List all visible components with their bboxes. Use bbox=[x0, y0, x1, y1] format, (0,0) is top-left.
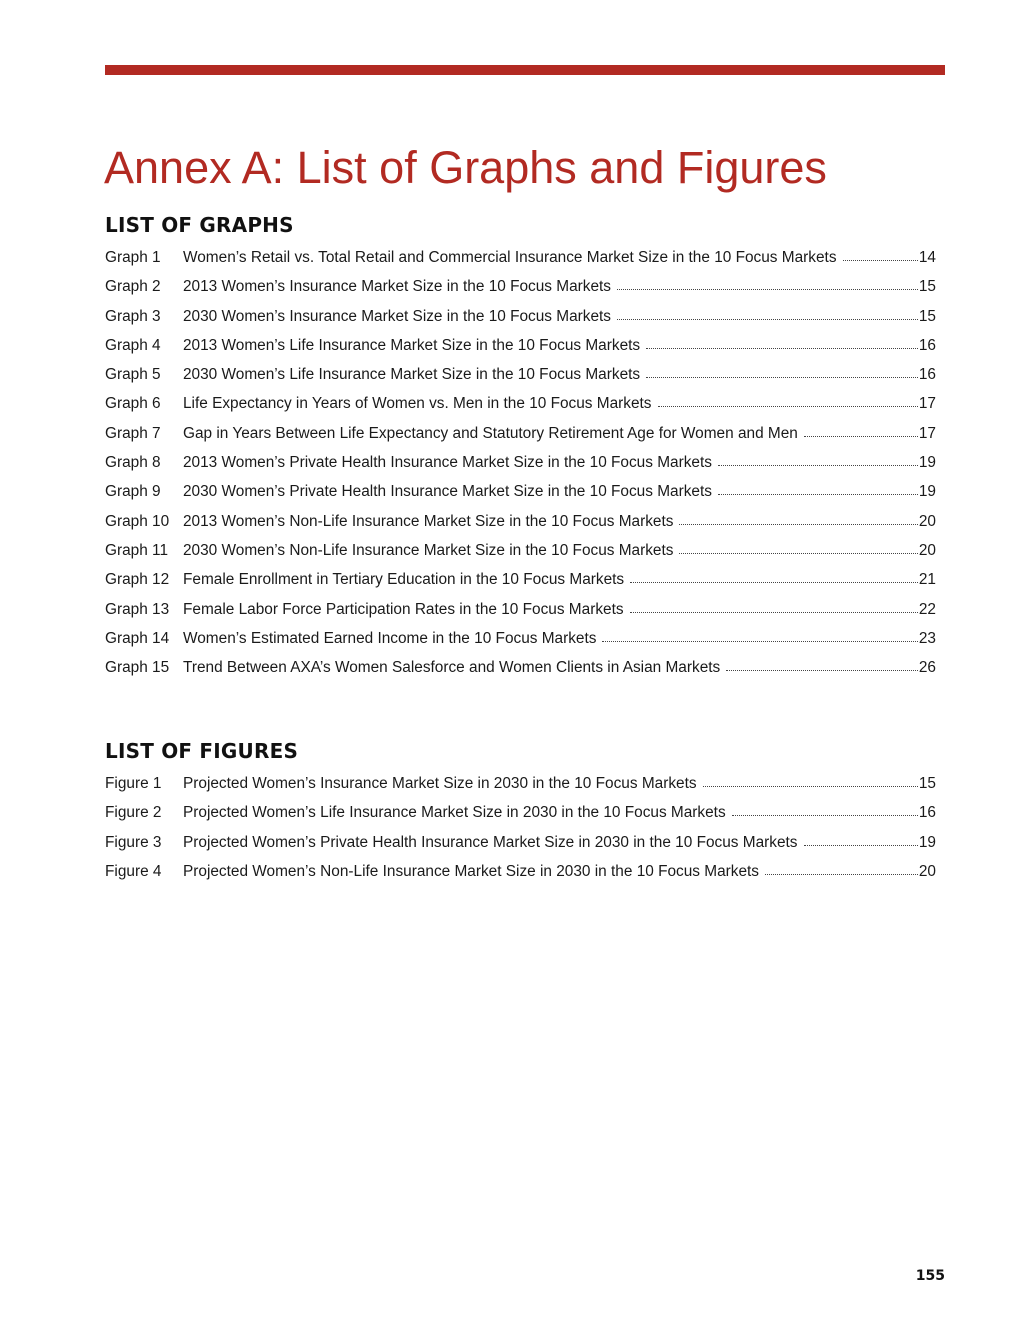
entry-label: Graph 1 bbox=[105, 249, 161, 266]
dot-leader bbox=[732, 815, 918, 816]
list-of-graphs-heading: LIST OF GRAPHS bbox=[105, 213, 294, 237]
page-number: 155 bbox=[915, 1268, 945, 1284]
entry-label: Graph 11 bbox=[105, 541, 169, 559]
entry-label: Figure 1 bbox=[105, 775, 162, 792]
dot-leader bbox=[679, 524, 917, 525]
entry-title: Projected Women’s Insurance Market Size in 2030 in the 10 Focus Markets bbox=[183, 775, 697, 792]
entry-label: Graph 2 bbox=[105, 278, 161, 296]
dot-leader bbox=[726, 670, 918, 671]
toc-entry-figure-4[interactable] bbox=[105, 857, 936, 886]
graphs-list bbox=[105, 243, 936, 682]
list-of-figures-heading: LIST OF FIGURES bbox=[105, 739, 299, 763]
dot-leader bbox=[602, 641, 917, 642]
entry-label: Graph 3 bbox=[105, 307, 161, 325]
entry-label: Figure 2 bbox=[105, 804, 162, 822]
entry-title: 2013 Women’s Life Insurance Market Size in the 10 Focus Markets bbox=[183, 336, 641, 354]
page-title: Annex A: List of Graphs and Figures bbox=[104, 142, 827, 193]
dot-leader bbox=[718, 465, 918, 466]
toc-entry-graph-2[interactable] bbox=[105, 272, 936, 301]
entry-label: Graph 9 bbox=[105, 483, 161, 501]
entry-label: Graph 10 bbox=[105, 512, 170, 530]
entry-label: Graph 7 bbox=[105, 424, 161, 442]
dot-leader bbox=[617, 289, 918, 290]
entry-title: Projected Women’s Life Insurance Market Size in 2030 in the 10 Focus Markets bbox=[183, 804, 726, 822]
toc-entry-graph-1[interactable] bbox=[105, 243, 936, 272]
entry-label: Graph 12 bbox=[105, 571, 170, 589]
entry-page: 17 bbox=[918, 395, 936, 413]
entry-title: 2013 Women’s Private Health Insurance Market Size in the 10 Focus Markets bbox=[183, 454, 712, 472]
entry-page: 14 bbox=[918, 249, 936, 266]
dot-leader bbox=[804, 436, 918, 437]
toc-entry-graph-15[interactable] bbox=[105, 653, 936, 682]
entry-label: Graph 15 bbox=[105, 659, 170, 677]
entry-label: Graph 5 bbox=[105, 366, 161, 384]
entry-title: Trend Between AXA’s Women Salesforce and Women Clients in Asian Markets bbox=[183, 659, 721, 677]
entry-label: Graph 13 bbox=[105, 600, 170, 618]
entry-page: 16 bbox=[918, 366, 936, 384]
entry-title: Projected Women’s Private Health Insurance Market Size in 2030 in the 10 Focus Markets bbox=[183, 833, 798, 851]
entry-page: 16 bbox=[918, 336, 936, 354]
toc-entry-graph-14[interactable] bbox=[105, 624, 936, 653]
entry-page: 16 bbox=[918, 804, 936, 822]
toc-entry-graph-11[interactable] bbox=[105, 536, 936, 565]
entry-label: Graph 4 bbox=[105, 336, 161, 354]
dot-leader bbox=[765, 874, 918, 875]
entry-label: Graph 8 bbox=[105, 454, 161, 472]
dot-leader bbox=[703, 786, 918, 787]
dot-leader bbox=[843, 260, 918, 261]
toc-entry-graph-6[interactable] bbox=[105, 389, 936, 418]
dot-leader bbox=[630, 582, 918, 583]
dot-leader bbox=[617, 319, 918, 320]
top-accent-rule bbox=[105, 65, 945, 75]
toc-entry-figure-3[interactable] bbox=[105, 828, 936, 857]
toc-entry-graph-13[interactable] bbox=[105, 595, 936, 624]
entry-title: Female Labor Force Participation Rates in the 10 Focus Markets bbox=[183, 600, 624, 618]
entry-label: Figure 3 bbox=[105, 833, 162, 851]
entry-page: 15 bbox=[918, 775, 936, 792]
toc-entry-graph-9[interactable] bbox=[105, 477, 936, 506]
entry-page: 19 bbox=[918, 833, 936, 851]
entry-page: 20 bbox=[918, 862, 936, 880]
entry-page: 17 bbox=[918, 424, 936, 442]
entry-page: 20 bbox=[918, 541, 936, 559]
entry-title: 2013 Women’s Non-Life Insurance Market Size in the 10 Focus Markets bbox=[183, 512, 674, 530]
toc-entry-graph-3[interactable] bbox=[105, 302, 936, 331]
toc-entry-graph-10[interactable] bbox=[105, 507, 936, 536]
entry-title: Life Expectancy in Years of Women vs. Men in the 10 Focus Markets bbox=[183, 395, 652, 413]
entry-page: 15 bbox=[918, 307, 936, 325]
dot-leader bbox=[646, 348, 918, 349]
entry-title: Women’s Estimated Earned Income in the 10 Focus Markets bbox=[183, 629, 597, 647]
entry-label: Graph 14 bbox=[105, 629, 170, 647]
toc-entry-graph-5[interactable] bbox=[105, 360, 936, 389]
entry-page: 15 bbox=[918, 278, 936, 296]
dot-leader bbox=[646, 377, 918, 378]
dot-leader bbox=[804, 845, 918, 846]
entry-page: 21 bbox=[918, 571, 936, 589]
toc-entry-figure-2[interactable] bbox=[105, 798, 936, 827]
entry-page: 19 bbox=[918, 483, 936, 501]
entry-title: 2030 Women’s Non-Life Insurance Market Size in the 10 Focus Markets bbox=[183, 541, 674, 559]
entry-page: 22 bbox=[918, 600, 936, 618]
entry-page: 20 bbox=[918, 512, 936, 530]
entry-title: Gap in Years Between Life Expectancy and Statutory Retirement Age for Women and Men bbox=[183, 424, 798, 442]
dot-leader bbox=[679, 553, 917, 554]
toc-entry-graph-7[interactable] bbox=[105, 419, 936, 448]
dot-leader bbox=[718, 494, 918, 495]
entry-label: Figure 4 bbox=[105, 862, 162, 880]
entry-title: 2030 Women’s Private Health Insurance Market Size in the 10 Focus Markets bbox=[183, 483, 712, 501]
entry-label: Graph 6 bbox=[105, 395, 161, 413]
entry-title: 2030 Women’s Insurance Market Size in the 10 Focus Markets bbox=[183, 307, 612, 325]
figures-list bbox=[105, 769, 936, 886]
toc-entry-graph-4[interactable] bbox=[105, 331, 936, 360]
entry-page: 26 bbox=[918, 659, 936, 677]
entry-page: 23 bbox=[918, 629, 936, 647]
dot-leader bbox=[630, 612, 918, 613]
entry-title: Projected Women’s Non-Life Insurance Market Size in 2030 in the 10 Focus Markets bbox=[183, 862, 760, 880]
toc-entry-figure-1[interactable] bbox=[105, 769, 936, 798]
entry-title: 2013 Women’s Insurance Market Size in the 10 Focus Markets bbox=[183, 278, 612, 296]
dot-leader bbox=[658, 406, 918, 407]
entry-title: 2030 Women’s Life Insurance Market Size in the 10 Focus Markets bbox=[183, 366, 641, 384]
entry-title: Women’s Retail vs. Total Retail and Commercial Insurance Market Size in the 10 Focus Markets bbox=[183, 249, 837, 266]
toc-entry-graph-8[interactable] bbox=[105, 448, 936, 477]
entry-title: Female Enrollment in Tertiary Education in the 10 Focus Markets bbox=[183, 571, 625, 589]
toc-entry-graph-12[interactable] bbox=[105, 565, 936, 594]
entry-page: 19 bbox=[918, 454, 936, 472]
